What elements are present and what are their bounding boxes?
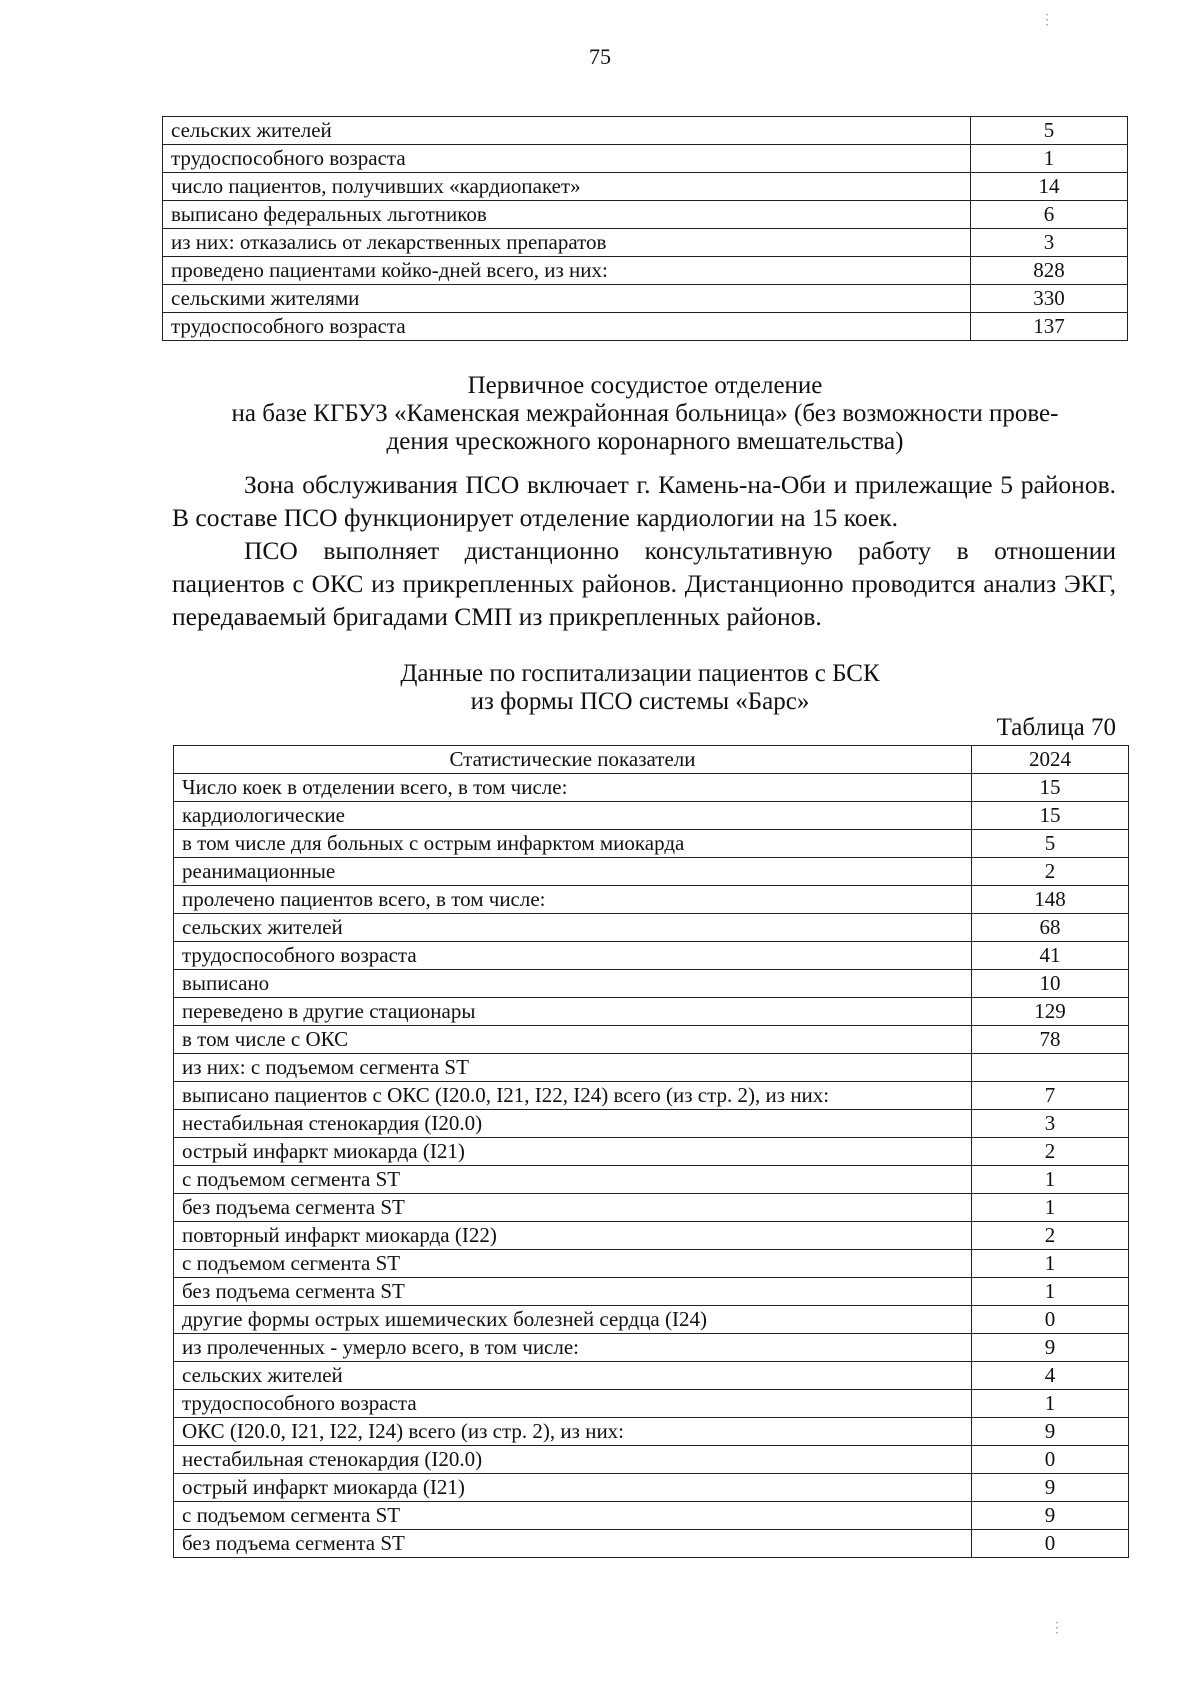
table-row bbox=[174, 998, 1129, 1026]
row-label: пролечено пациентов всего, в том числе: bbox=[174, 886, 972, 914]
row-label: выписано федеральных льготников bbox=[163, 201, 971, 229]
section-title-line: Первичное сосудистое отделение bbox=[467, 372, 823, 399]
row-value: 5 bbox=[971, 117, 1128, 145]
row-label: переведено в другие стационары bbox=[174, 998, 972, 1026]
row-label: из пролеченных - умерло всего, в том числе: bbox=[174, 1334, 972, 1362]
table-row bbox=[174, 970, 1129, 998]
table-row bbox=[174, 1194, 1129, 1222]
row-label: сельских жителей bbox=[174, 914, 972, 942]
table-row bbox=[163, 117, 1128, 145]
table-row bbox=[174, 1082, 1129, 1110]
row-value: 15 bbox=[972, 802, 1129, 830]
row-label: в том числе с ОКС bbox=[174, 1026, 972, 1054]
row-value: 78 bbox=[972, 1026, 1129, 1054]
row-value: 9 bbox=[972, 1334, 1129, 1362]
table-row bbox=[174, 942, 1129, 970]
row-value: 0 bbox=[972, 1530, 1129, 1558]
table-row bbox=[174, 1166, 1129, 1194]
row-label: нестабильная стенокардия (I20.0) bbox=[174, 1110, 972, 1138]
row-label: с подъемом сегмента ST bbox=[174, 1502, 972, 1530]
table-row bbox=[163, 145, 1128, 173]
section-title-line: дения чрескожного коронарного вмешательства) bbox=[386, 428, 904, 455]
row-label: число пациентов, получивших «кардиопакет» bbox=[163, 173, 971, 201]
row-label: острый инфаркт миокарда (I21) bbox=[174, 1474, 972, 1502]
scan-margin-mark: ⋮ bbox=[1050, 1621, 1064, 1636]
row-label: другие формы острых ишемических болезней сердца (I24) bbox=[174, 1306, 972, 1334]
row-label: в том числе для больных с острым инфарктом миокарда bbox=[174, 830, 972, 858]
row-label: выписано пациентов с ОКС (I20.0, I21, I22, I24) всего (из стр. 2), из них: bbox=[174, 1082, 972, 1110]
table-row bbox=[174, 1334, 1129, 1362]
row-label: с подъемом сегмента ST bbox=[174, 1250, 972, 1278]
row-label: без подъема сегмента ST bbox=[174, 1530, 972, 1558]
row-value: 41 bbox=[972, 942, 1129, 970]
table-row bbox=[174, 830, 1129, 858]
table-row bbox=[174, 774, 1129, 802]
row-value: 9 bbox=[972, 1474, 1129, 1502]
table-row bbox=[174, 914, 1129, 942]
row-label: без подъема сегмента ST bbox=[174, 1194, 972, 1222]
table-row bbox=[163, 313, 1128, 341]
table-row bbox=[174, 1362, 1129, 1390]
row-label: из них: отказались от лекарственных препаратов bbox=[163, 229, 971, 257]
table-row bbox=[174, 1502, 1129, 1530]
row-label: нестабильная стенокардия (I20.0) bbox=[174, 1446, 972, 1474]
row-value: 9 bbox=[972, 1418, 1129, 1446]
row-label: выписано bbox=[174, 970, 972, 998]
table-row bbox=[174, 1054, 1129, 1082]
row-value: 3 bbox=[972, 1110, 1129, 1138]
row-value: 5 bbox=[972, 830, 1129, 858]
row-label: трудоспособного возраста bbox=[174, 1390, 972, 1418]
row-label: острый инфаркт миокарда (I21) bbox=[174, 1138, 972, 1166]
row-label: сельских жителей bbox=[174, 1362, 972, 1390]
table-row bbox=[174, 886, 1129, 914]
row-label: ОКС (I20.0, I21, I22, I24) всего (из стр. 2), из них: bbox=[174, 1418, 972, 1446]
row-value: 1 bbox=[972, 1390, 1129, 1418]
section-title bbox=[150, 372, 1140, 456]
section-title-line: на базе КГБУЗ «Каменская межрайонная больница» (без возможности прове- bbox=[231, 400, 1059, 427]
table-row bbox=[174, 1026, 1129, 1054]
row-label: трудоспособного возраста bbox=[174, 942, 972, 970]
section-body bbox=[172, 468, 1116, 633]
table-row bbox=[174, 1390, 1129, 1418]
table-row bbox=[174, 1418, 1129, 1446]
row-value bbox=[972, 1054, 1129, 1082]
row-label: кардиологические bbox=[174, 802, 972, 830]
table-row bbox=[174, 1138, 1129, 1166]
table-row bbox=[174, 1278, 1129, 1306]
header-indicators: Статистические показатели bbox=[174, 746, 972, 774]
row-value: 2 bbox=[972, 858, 1129, 886]
table-caption-line: Данные по госпитализации пациентов с БСК bbox=[400, 660, 880, 687]
table-row bbox=[174, 1250, 1129, 1278]
table-row bbox=[174, 1222, 1129, 1250]
row-label: повторный инфаркт миокарда (I22) bbox=[174, 1222, 972, 1250]
row-label: сельских жителей bbox=[163, 117, 971, 145]
row-value: 148 bbox=[972, 886, 1129, 914]
row-label: трудоспособного возраста bbox=[163, 145, 971, 173]
row-value: 828 bbox=[971, 257, 1128, 285]
table-caption bbox=[300, 660, 980, 716]
row-value: 10 bbox=[972, 970, 1129, 998]
row-label: Число коек в отделении всего, в том числе: bbox=[174, 774, 972, 802]
row-label: трудоспособного возраста bbox=[163, 313, 971, 341]
table-row bbox=[174, 1446, 1129, 1474]
page-number: 75 bbox=[589, 44, 611, 69]
row-value: 1 bbox=[972, 1166, 1129, 1194]
row-value: 129 bbox=[972, 998, 1129, 1026]
table-row bbox=[174, 1530, 1129, 1558]
table-header-row bbox=[174, 746, 1129, 774]
table-number: Таблица 70 bbox=[996, 714, 1116, 741]
table-row bbox=[174, 1474, 1129, 1502]
row-value: 9 bbox=[972, 1502, 1129, 1530]
table-row bbox=[163, 257, 1128, 285]
row-value: 137 bbox=[971, 313, 1128, 341]
row-value: 15 bbox=[972, 774, 1129, 802]
table-row bbox=[174, 802, 1129, 830]
row-label: без подъема сегмента ST bbox=[174, 1278, 972, 1306]
row-label: проведено пациентами койко-дней всего, из них: bbox=[163, 257, 971, 285]
row-value: 6 bbox=[971, 201, 1128, 229]
table-row bbox=[163, 201, 1128, 229]
row-value: 2 bbox=[972, 1138, 1129, 1166]
row-label: сельскими жителями bbox=[163, 285, 971, 313]
paragraph-service-area: Зона обслуживания ПСО включает г. Камень-на-Оби и прилежащие 5 районов. В составе ПСО функционирует отделение кардиологии на 15 коек. bbox=[172, 470, 1116, 532]
continued-statistics-table bbox=[162, 116, 1128, 341]
row-label: из них: с подъемом сегмента ST bbox=[174, 1054, 972, 1082]
table-row bbox=[163, 229, 1128, 257]
row-value: 1 bbox=[972, 1194, 1129, 1222]
table-row bbox=[163, 285, 1128, 313]
row-value: 68 bbox=[972, 914, 1129, 942]
row-value: 7 bbox=[972, 1082, 1129, 1110]
header-year: 2024 bbox=[972, 746, 1129, 774]
table-row bbox=[163, 173, 1128, 201]
row-value: 1 bbox=[971, 145, 1128, 173]
table-row bbox=[174, 1306, 1129, 1334]
row-label: реанимационные bbox=[174, 858, 972, 886]
hospitalization-statistics-table bbox=[173, 745, 1129, 1558]
row-value: 1 bbox=[972, 1250, 1129, 1278]
table-caption-line: из формы ПСО системы «Барс» bbox=[470, 688, 810, 715]
row-value: 4 bbox=[972, 1362, 1129, 1390]
table-row bbox=[174, 858, 1129, 886]
row-value: 2 bbox=[972, 1222, 1129, 1250]
row-value: 14 bbox=[971, 173, 1128, 201]
row-value: 3 bbox=[971, 229, 1128, 257]
row-value: 0 bbox=[972, 1446, 1129, 1474]
row-value: 330 bbox=[971, 285, 1128, 313]
row-label: с подъемом сегмента ST bbox=[174, 1166, 972, 1194]
table-row bbox=[174, 1110, 1129, 1138]
scan-margin-mark: ⋮ bbox=[1040, 13, 1054, 28]
paragraph-remote-consulting: ПСО выполняет дистанционно консультативную работу в отношении пациентов с ОКС из прикрепленных районов. Дистанционно проводится анализ ЭКГ, передаваемый бригадами СМП из прикрепленных районов. bbox=[172, 536, 1116, 631]
row-value: 0 bbox=[972, 1306, 1129, 1334]
row-value: 1 bbox=[972, 1278, 1129, 1306]
